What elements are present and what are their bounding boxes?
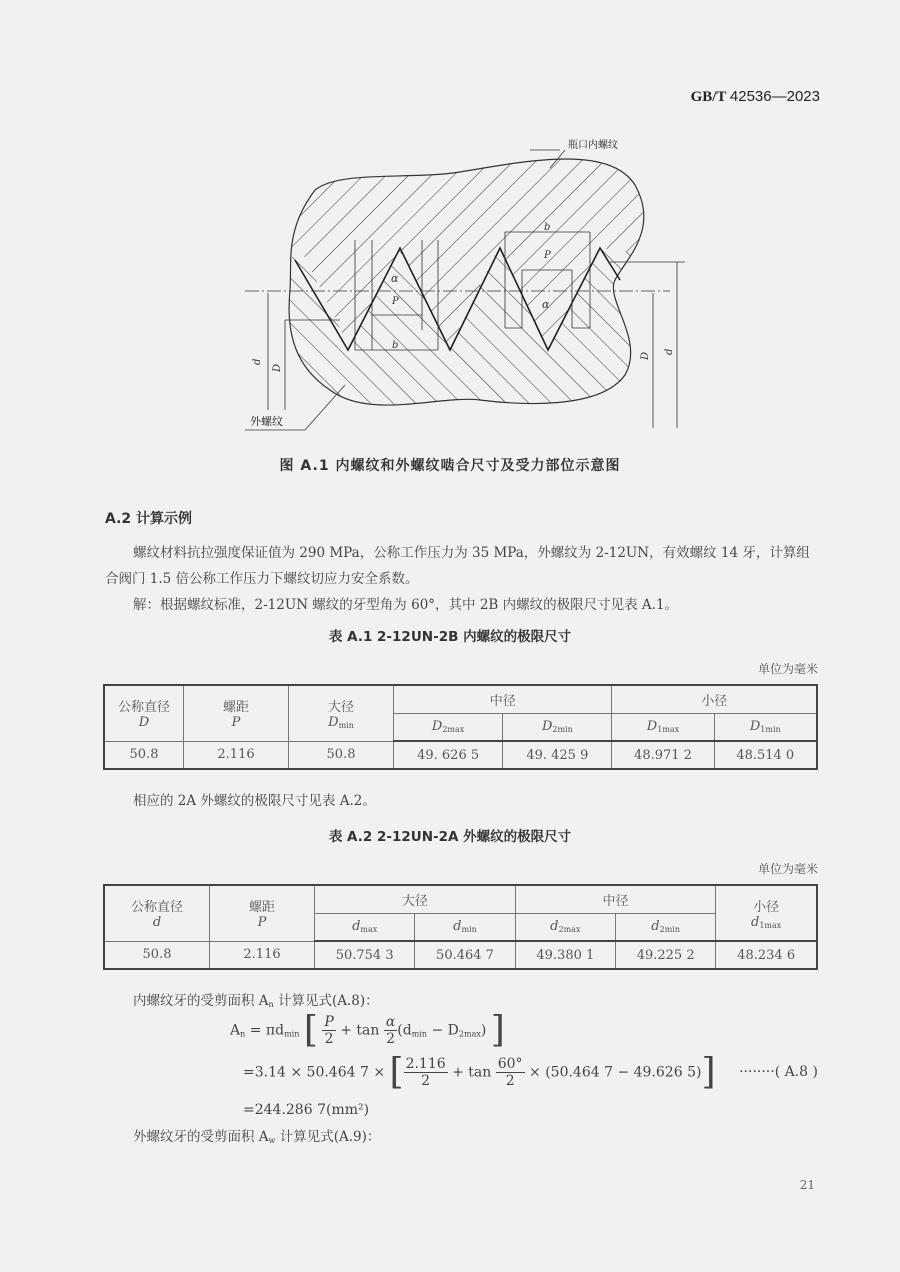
equation-number: ········( A.8 ) — [739, 1064, 818, 1080]
table-cell: 2.116 — [210, 941, 315, 969]
problem-paragraph: 螺纹材料抗拉强度保证值为 290 MPa，公称工作压力为 35 MPa，外螺纹为 2-12UN，有效螺纹 14 牙，计算组合阀门 1.5 倍公称工作压力下螺纹切应力安全系数。 — [105, 545, 810, 587]
t1-header-D2min: $D_{2min}$ — [503, 713, 612, 741]
thread-engagement-diagram — [230, 140, 690, 440]
label-d-left: d — [252, 358, 263, 365]
t2-header-d2max: $d_{2max}$ — [515, 913, 615, 941]
t1-header-nominal: 公称直径 D — [104, 685, 184, 741]
table-cell: 48.971 2 — [612, 741, 714, 769]
label-p-half: P — [544, 250, 551, 261]
t1-header-D1max: $D_{1max}$ — [612, 713, 714, 741]
label-alpha-2: α — [542, 298, 550, 311]
table-cell: 50.464 7 — [415, 941, 515, 969]
table-cell: 50.8 — [289, 741, 394, 769]
label-D2-right: D — [640, 351, 651, 360]
table-cell: 50.754 3 — [315, 941, 415, 969]
table-cell: 2.116 — [184, 741, 289, 769]
table-cell: 50.8 — [104, 941, 210, 969]
t2-header-d2min: $d_{2min}$ — [615, 913, 715, 941]
table1-internal-thread-limits — [103, 684, 818, 770]
table2-external-thread-limits — [103, 884, 818, 970]
label-internal-thread: 瓶口内螺纹 — [568, 140, 618, 151]
table-cell: 49. 626 5 — [394, 741, 503, 769]
figure-caption: 图 A.1 内螺纹和外螺纹啮合尺寸及受力部位示意图 — [279, 458, 621, 474]
table-cell: 48.234 6 — [716, 941, 817, 969]
table-cell: 49.380 1 — [515, 941, 615, 969]
t2-header-dmin: $d_{min}$ — [415, 913, 515, 941]
table-cell: 48.514 0 — [714, 741, 817, 769]
label-D1-left: D — [272, 363, 283, 372]
standard-prefix: GB/T — [690, 89, 727, 105]
t1-header-D2max: $D_{2max}$ — [394, 713, 503, 741]
t1-header-pitch-dia: 中径 — [394, 685, 612, 713]
t2-header-nominal: 公称直径 d — [104, 885, 210, 941]
t1-header-minor: 小径 — [612, 685, 817, 713]
standard-number: 42536—2023 — [729, 88, 820, 105]
hatched-section — [230, 150, 690, 440]
label-p-half-2: P — [392, 296, 399, 307]
label-alpha: α — [391, 272, 399, 285]
t2-header-dmax: $d_{max}$ — [315, 913, 415, 941]
table-row — [104, 741, 817, 769]
t1-header-pitch: 螺距 P — [184, 685, 289, 741]
t2-header-major: 大径 — [315, 885, 516, 913]
table2-unit: 单位为毫米 — [757, 862, 818, 876]
formula-line-1: $A_n = \pi d_{min}$ [ $\frac{P}{2}$ + tan $\frac{\alpha}{2}$ $(d_{min} - D_{2max})$ ] — [230, 1009, 505, 1051]
page-number: 21 — [799, 1178, 815, 1192]
table1-unit: 单位为毫米 — [757, 662, 818, 676]
standard-code — [691, 88, 820, 106]
formula-intro: 内螺纹牙的受剪面积 $A_n$ 计算见式(A.8)： — [133, 993, 379, 1009]
solution-paragraph: 解：根据螺纹标准，2-12UN 螺纹的牙型角为 60°，其中 2B 内螺纹的极限尺寸见表 A.1。 — [133, 597, 679, 613]
t1-header-major: 大径 $D_{min}$ — [289, 685, 394, 741]
t1-header-D1min: $D_{1min}$ — [714, 713, 817, 741]
label-external-thread: 外螺纹 — [250, 415, 283, 428]
table1-title: 表 A.1 2-12UN-2B 内螺纹的极限尺寸 — [328, 629, 572, 645]
formula-outro: 外螺纹牙的受剪面积 $A_w$ 计算见式(A.9)： — [133, 1129, 381, 1145]
t2-header-minor: 小径 $d_{1max}$ — [716, 885, 817, 941]
formula-line-3: =244.286 7(mm²) — [243, 1102, 370, 1118]
label-b: b — [544, 222, 551, 233]
table-row — [104, 941, 817, 969]
label-b1: b — [392, 340, 399, 351]
table-cell: 49.225 2 — [615, 941, 715, 969]
formula-line-2: =3.14 × 50.464 7 × [ $\frac{2.116}{2}$ + tan $\frac{60^\circ}{2}$ × (50.464 7 − 49.626 5)] — [243, 1051, 716, 1093]
between-text: 相应的 2A 外螺纹的极限尺寸见表 A.2。 — [133, 793, 376, 809]
table2-title: 表 A.2 2-12UN-2A 外螺纹的极限尺寸 — [328, 829, 572, 845]
table-cell: 49. 425 9 — [503, 741, 612, 769]
table-cell: 50.8 — [104, 741, 184, 769]
t2-header-pitch: 螺距 P — [210, 885, 315, 941]
section-title: A.2 计算示例 — [105, 511, 193, 527]
t2-header-pitch-dia: 中径 — [515, 885, 716, 913]
label-d-right: d — [664, 348, 675, 355]
